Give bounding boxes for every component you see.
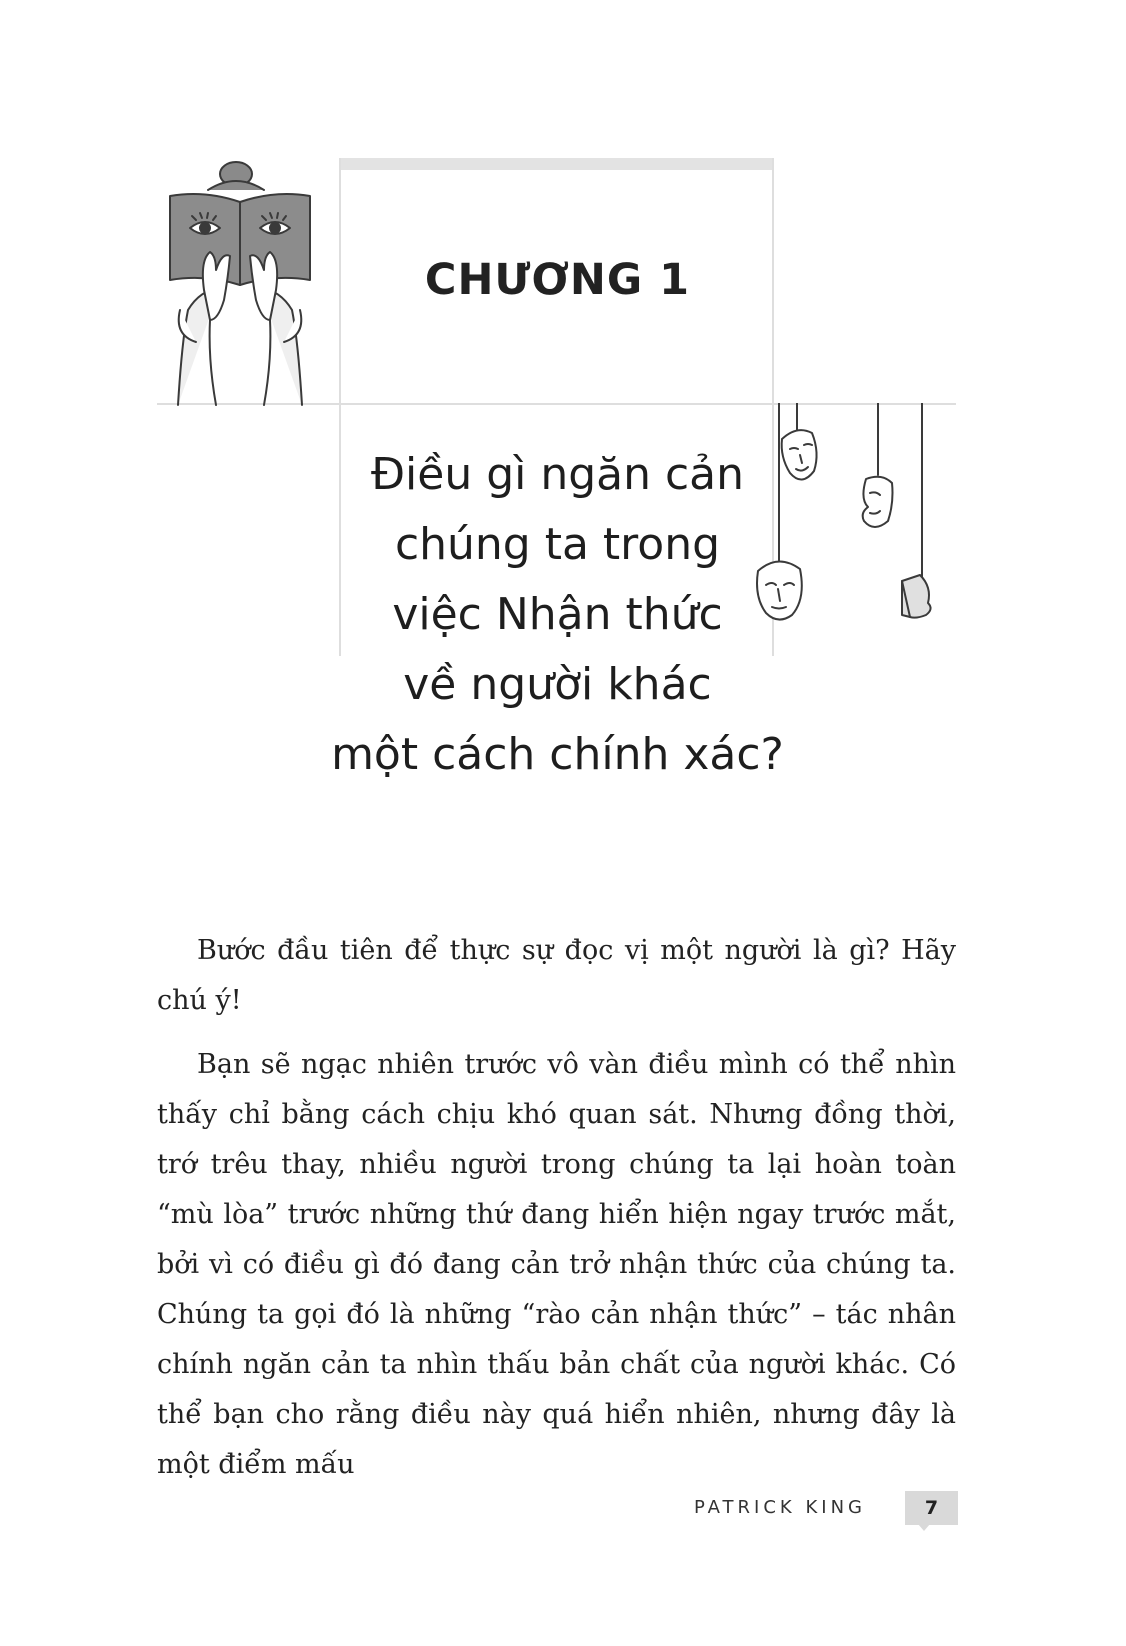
chapter-title-line: chúng ta trong bbox=[394, 519, 721, 570]
chapter-title-line: Điều gì ngăn cản bbox=[370, 449, 745, 500]
footer-author: PATRICK KING bbox=[693, 1497, 866, 1518]
chapter-title-line: về người khác bbox=[403, 659, 712, 710]
body-text bbox=[157, 926, 956, 1504]
chapter-title-line: việc Nhận thức bbox=[392, 589, 723, 640]
chapter-header-bar bbox=[341, 158, 774, 170]
chapter-title-line: một cách chính xác? bbox=[331, 729, 784, 780]
page-number: 7 bbox=[905, 1491, 958, 1525]
page-number-tab-tail bbox=[918, 1524, 930, 1531]
reader-with-eye-book-icon bbox=[160, 160, 320, 406]
chapter-title bbox=[300, 440, 815, 790]
body-paragraph: Bạn sẽ ngạc nhiên trước vô vàn điều mình có thể nhìn thấy chỉ bằng cách chịu khó quan sát. Nhưng đồng thời, trớ trêu thay, nhiều người trong chúng ta lại hoàn toàn “mù lòa” trước những thứ đang hiển hiện ngay trước mắt, bởi vì có điều gì đó đang cản trở nhận thức của chúng ta. Chúng ta gọi đó là những “rào cản nhận thức” – tác nhân chính ngăn cản ta nhìn thấu bản chất của người khác. Có thể bạn cho rằng điều này quá hiển nhiên, nhưng đây là một điểm mấu bbox=[157, 1049, 956, 1480]
body-paragraph: Bước đầu tiên để thực sự đọc vị một người là gì? Hãy chú ý! bbox=[157, 935, 956, 1016]
chapter-label: CHƯƠNG 1 bbox=[424, 255, 691, 305]
